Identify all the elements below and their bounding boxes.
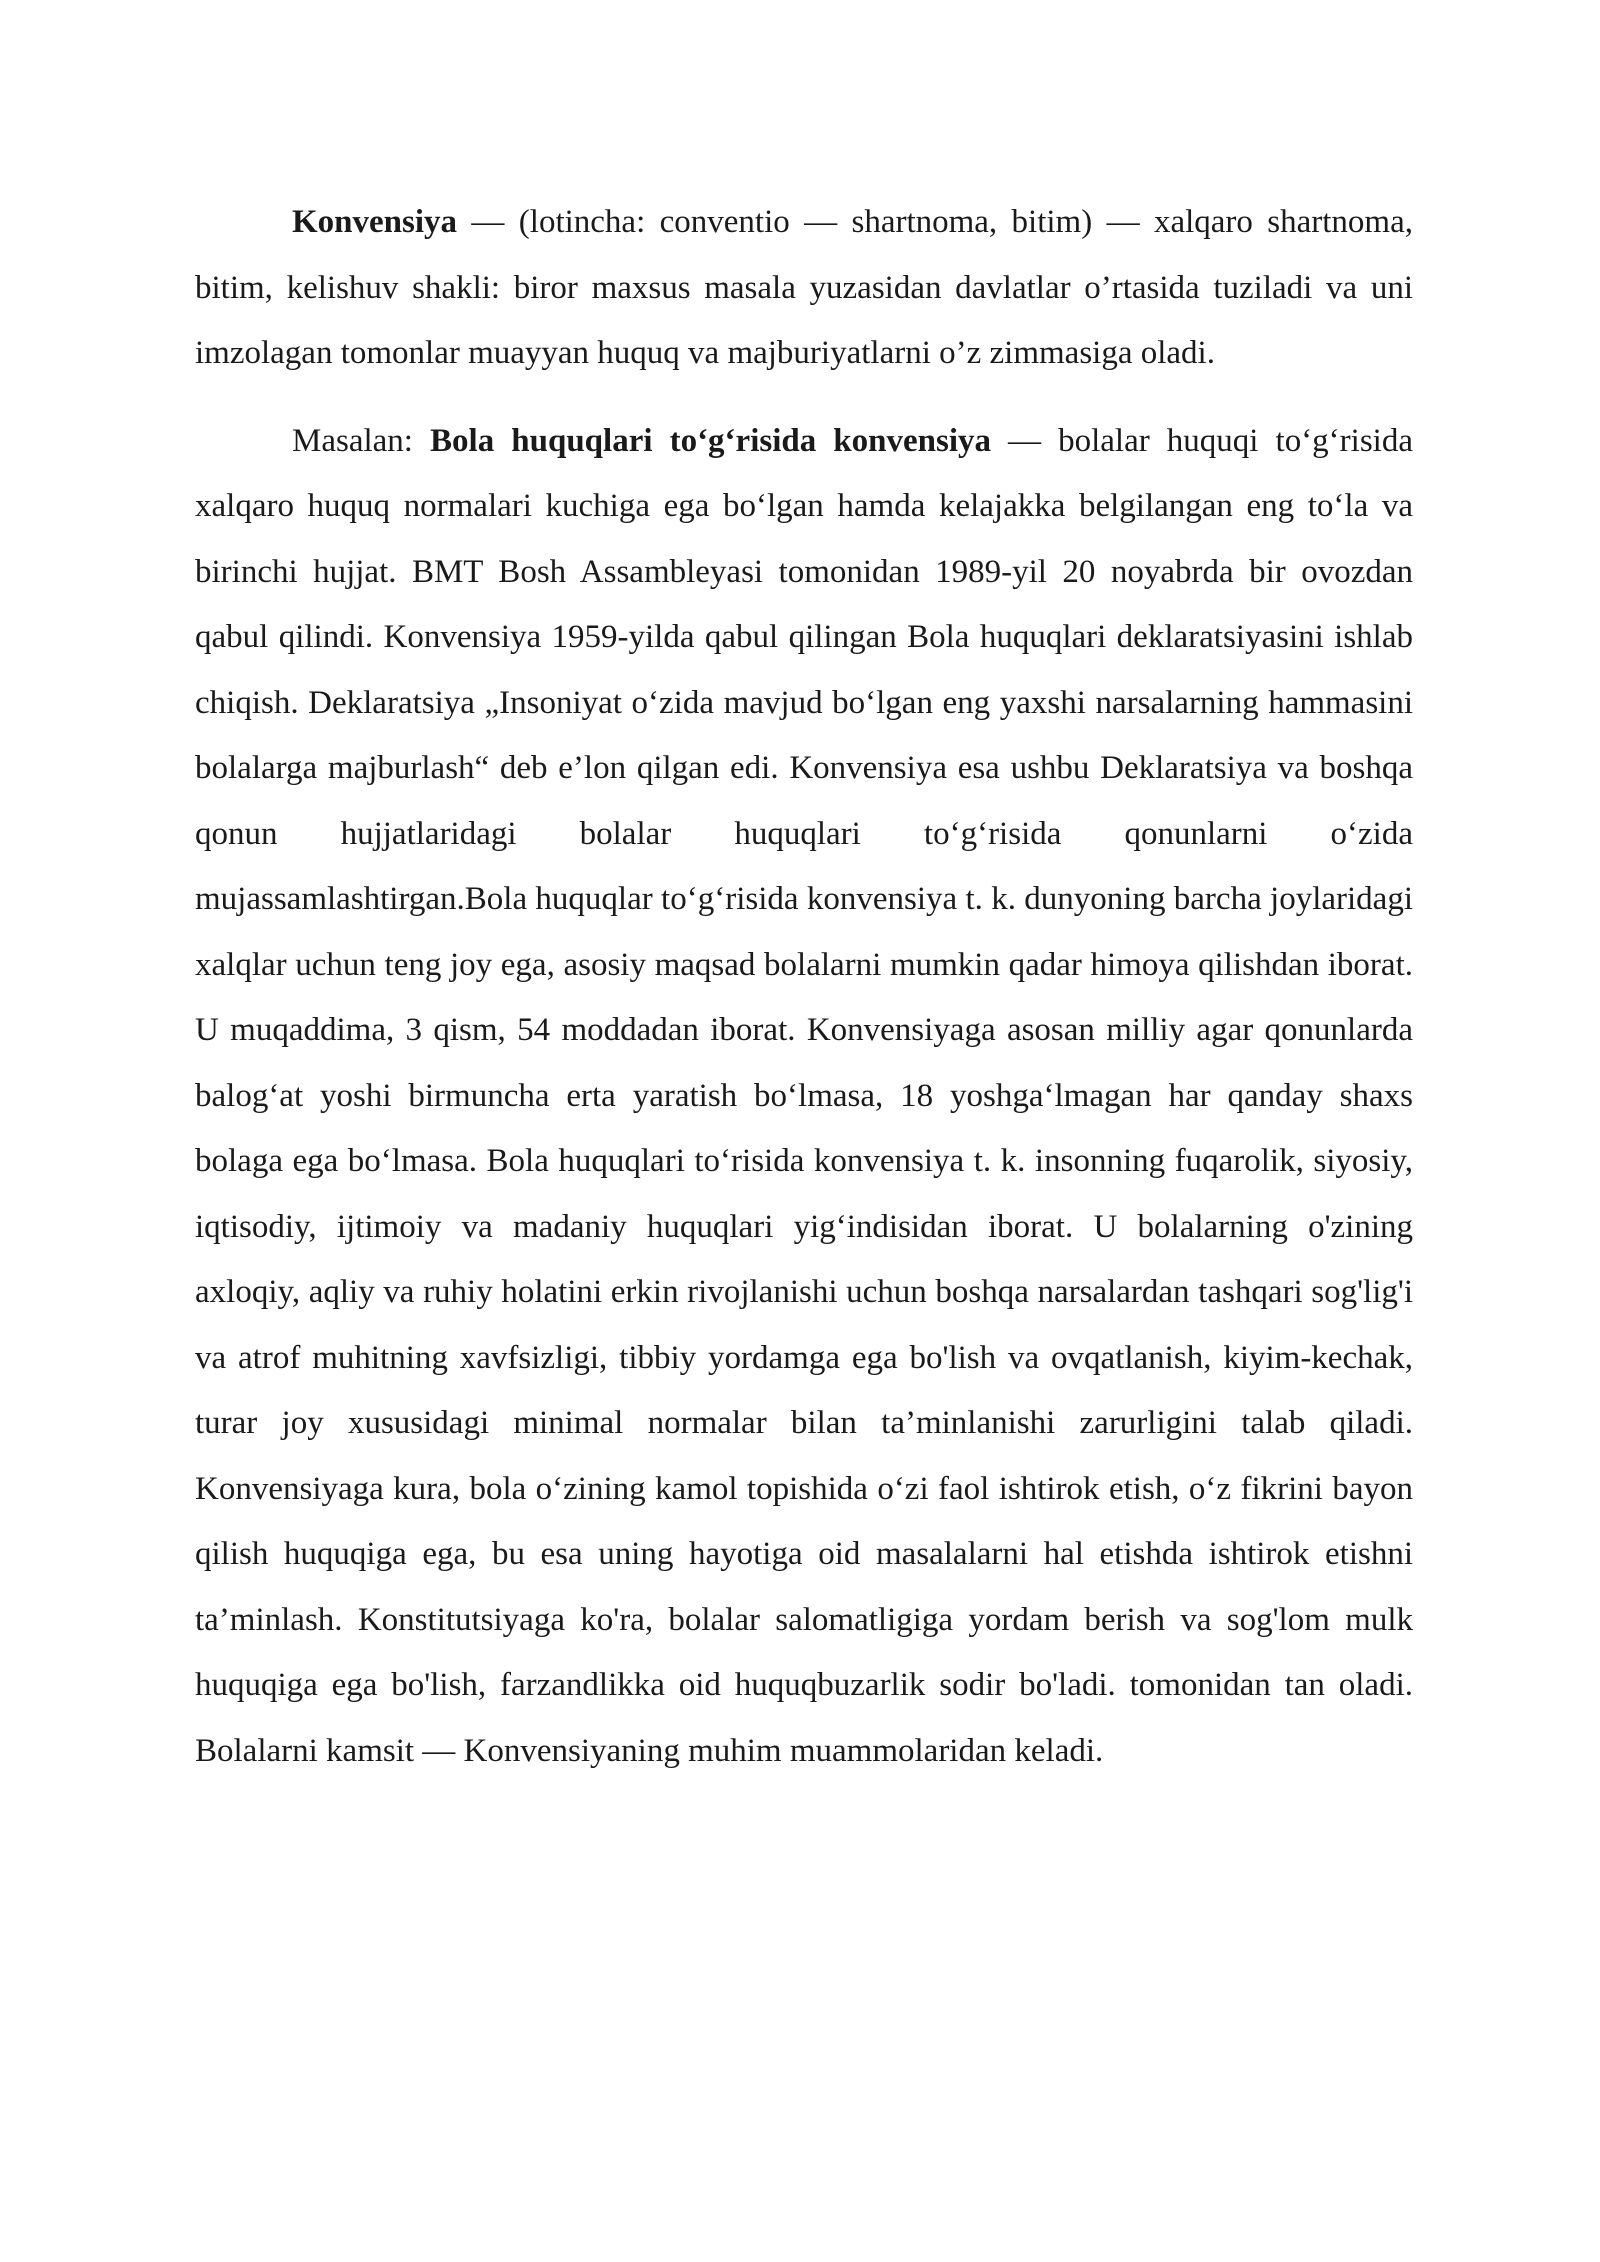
paragraph-example: [195, 409, 1413, 1785]
term-konvensiya: Konvensiya: [292, 204, 458, 240]
paragraph-definition: [195, 190, 1413, 387]
example-lead: Masalan:: [292, 422, 431, 459]
example-text: — bolalar huquqi toʻgʻrisida xalqaro huquq normalari kuchiga ega boʻlgan hamda kelajakka belgilangan eng toʻla va birinchi hujjat. BMT Bosh Assambleyasi tomonidan 1989-yil 20 noyabrda bir ovozdan qabul qilindi. Konvensiya 1959-yilda qabul qilingan Bola huquqlari deklaratsiyasini ishlab chiqish. Deklaratsiya „Insoniyat oʻzida mavjud boʻlgan eng yaxshi narsalarning hammasini bolalarga majburlash“ deb e’lon qilgan edi. Konvensiya esa ushbu Deklaratsiya va boshqa qonun hujjatlaridagi bolalar huquqlari toʻgʻrisida qonunlarni oʻzida mujassamlashtirgan.Bola huquqlar toʻgʻrisida konvensiya t. k. dunyoning barcha joylaridagi xalqlar uchun teng joy ega, asosiy maqsad bolalarni mumkin qadar himoya qilishdan iborat. U muqaddima, 3 qism, 54 moddadan iborat. Konvensiyaga asosan milliy agar qonunlarda balogʻat yoshi birmuncha erta yaratish boʻlmasa, 18 yoshgaʻlmagan har qanday shaxs bolaga ega boʻlmasa. Bola huquqlari toʻrisida konvensiya t. k. insonning fuqarolik, siyosiy, iqtisodiy, ijtimoiy va madaniy huquqlari yigʻindisidan iborat. U bolalarning o'zining axloqiy, aqliy va ruhiy holatini erkin rivojlanishi uchun boshqa narsalardan tashqari sog'lig'i va atrof muhitning xavfsizligi, tibbiy yordamga ega bo'lish va ovqatlanish, kiyim-kechak, turar joy xususidagi minimal normalar bilan ta’minlanishi zarurligini talab qiladi. Konvensiyaga kura, bola oʻzining kamol topishida oʻzi faol ishtirok etish, oʻz fikrini bayon qilish huquqiga ega, bu esa uning hayotiga oid masalalarni hal etishda ishtirok etishni ta’minlash. Konstitutsiyaga ko'ra, bolalar salomatligiga yordam berish va sog'lom mulk huquqiga ega bo'lish, farzandlikka oid huquqbuzarlik sodir bo'ladi. tomonidan tan oladi. Bolalarni kamsit — Konvensiyaning muhim muammolaridan keladi.: [195, 422, 1413, 1769]
term-bola-huquqlari-konvensiya: Bola huquqlari toʻgʻrisida konvensiya: [430, 422, 991, 459]
document-body: [195, 190, 1413, 1784]
definition-text: — (lotincha: conventio — shartnoma, bitim) — xalqaro shartnoma, bitim, kelishuv shakli: biror maxsus masala yuzasidan davlatlar o’rtasida tuziladi va uni imzolagan tomonlar muayyan huquq va majburiyatlarni o’z zimmasiga oladi.: [195, 204, 1413, 371]
